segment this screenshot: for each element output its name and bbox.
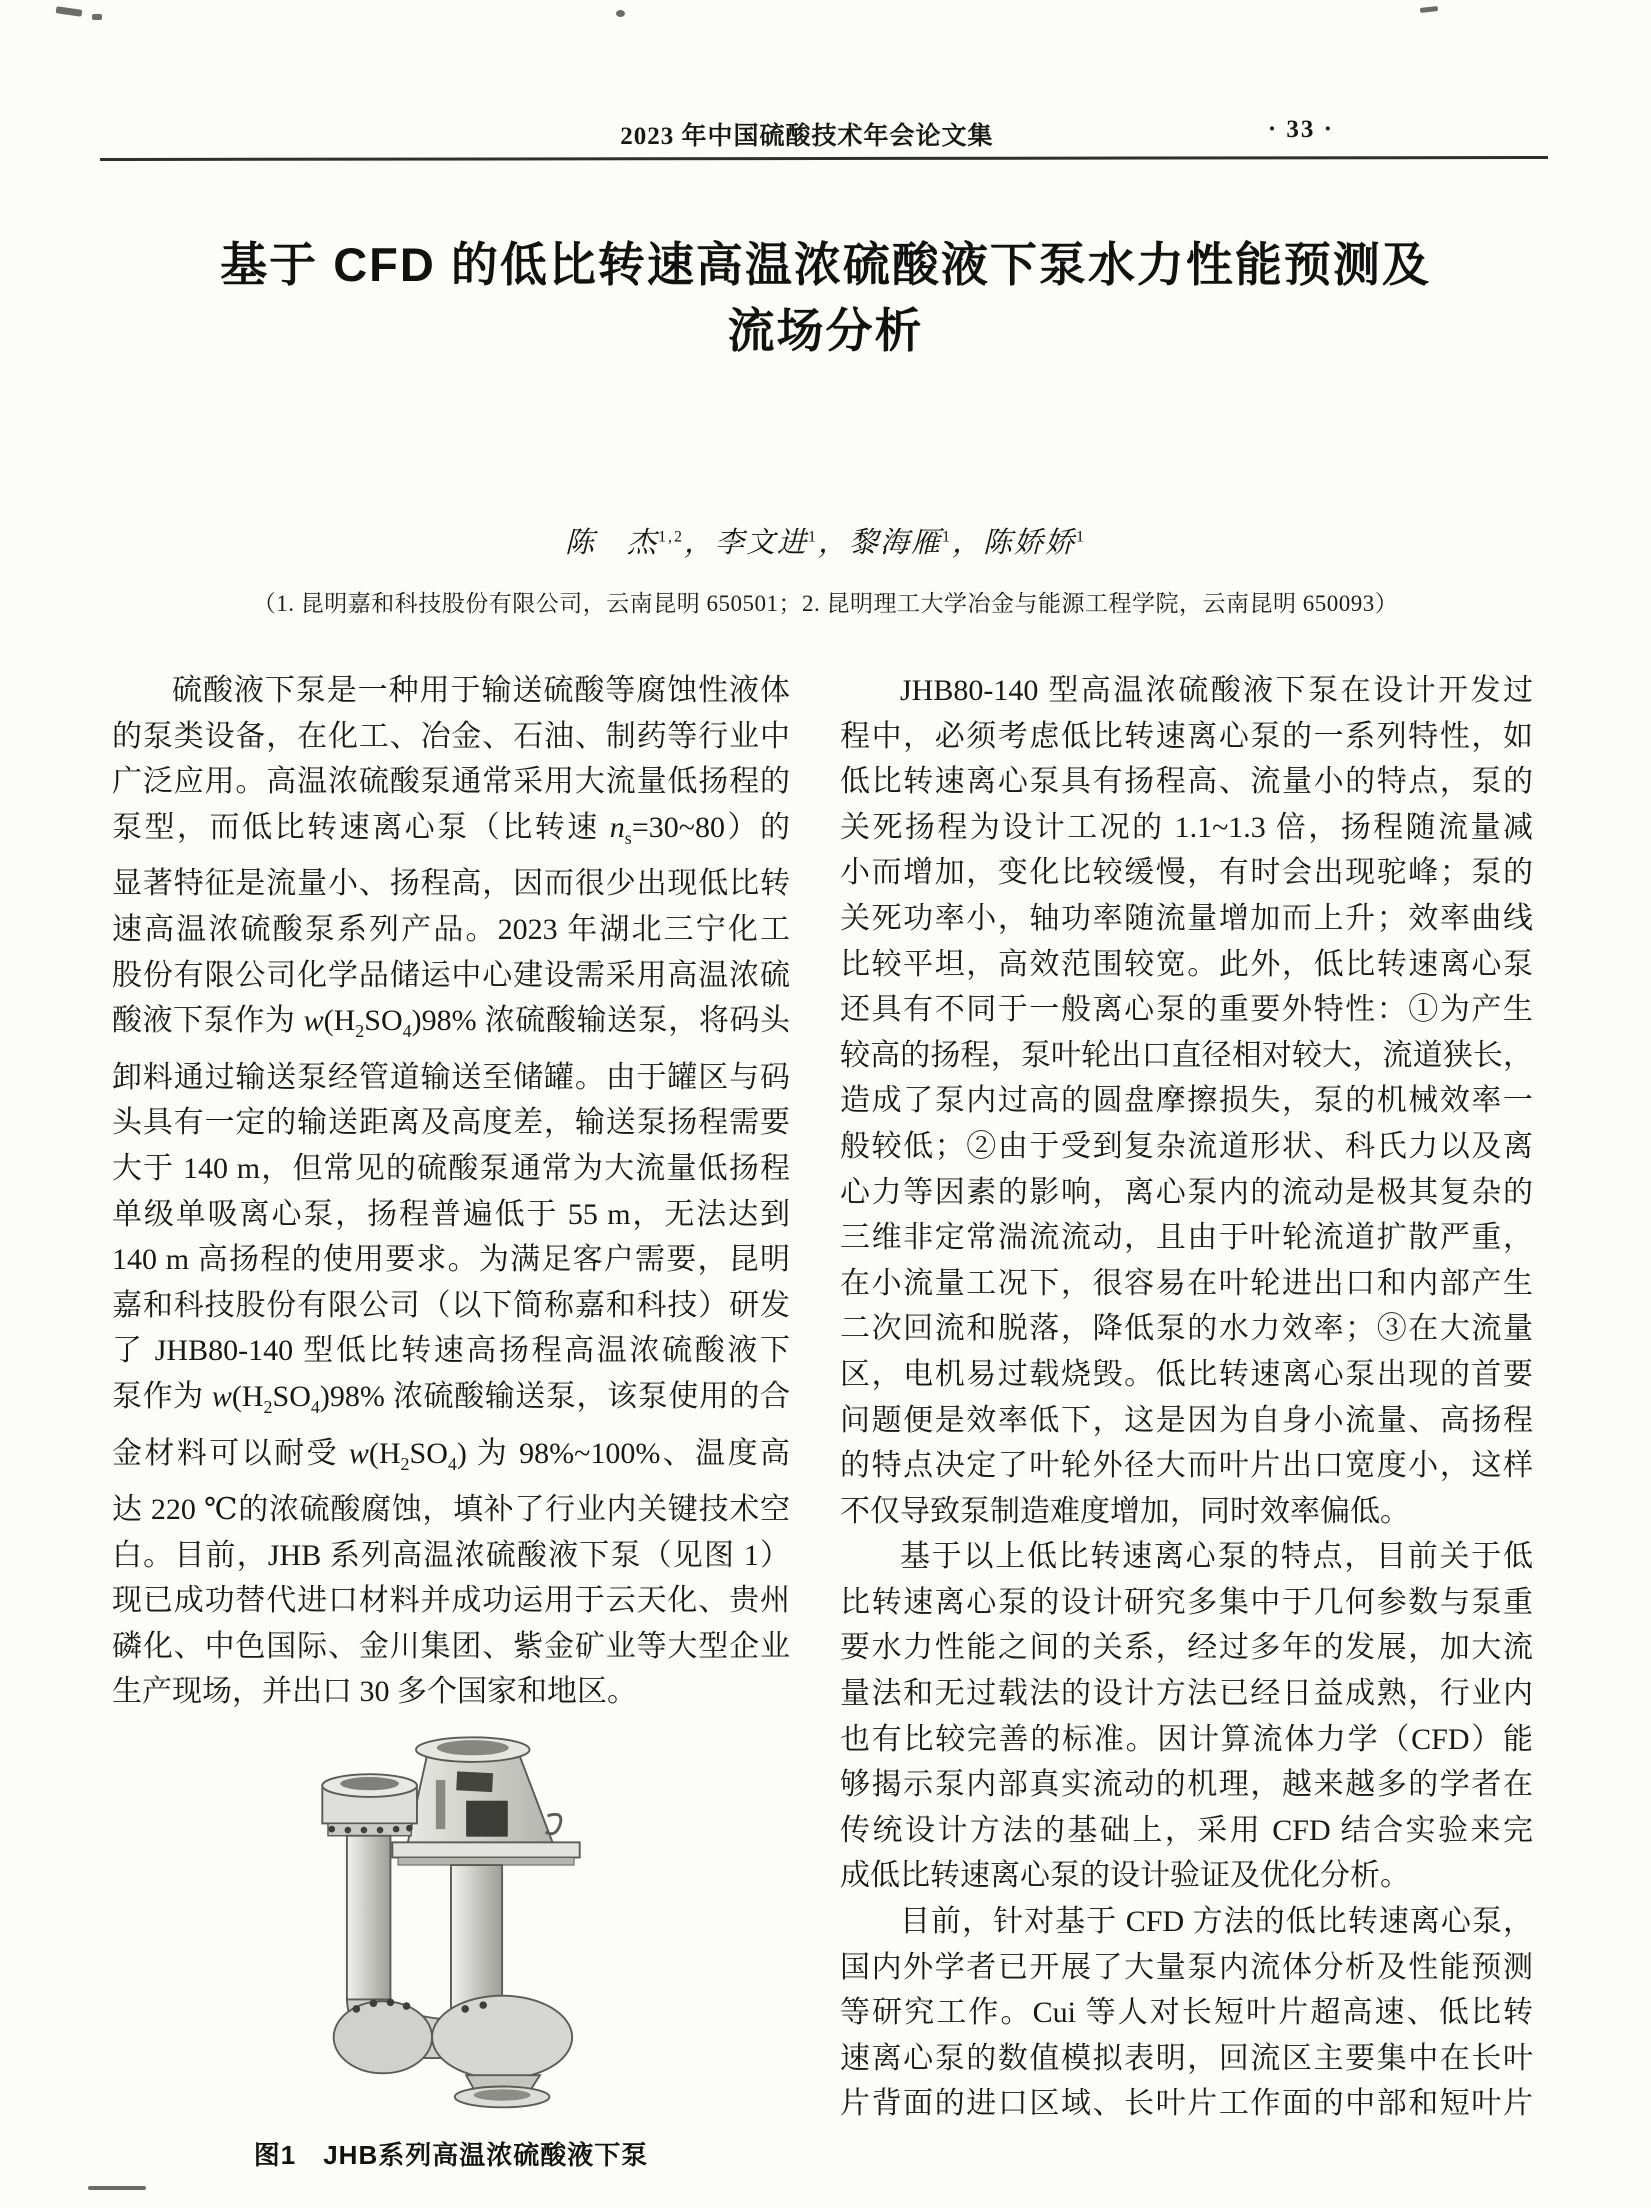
pump-photo-illustration (271, 1725, 631, 2113)
paper-title-line2: 流场分析 (727, 304, 924, 357)
text-line: 的特点决定了叶轮外径大而叶片出口宽度小，这样 (840, 1449, 1533, 1483)
text-line: 生产现场，并出口 30 多个国家和地区。 (112, 1675, 637, 1709)
text-line: 三维非定常湍流流动，且由于叶轮流道扩散严重， (840, 1221, 1533, 1255)
text-line: 显著特征是流量小、扬程高，因而很少出现低比转 (112, 867, 790, 901)
text-line: 问题便是效率低下，这是因为自身小流量、高扬程 (840, 1403, 1533, 1437)
text-line: 量法和无过载法的设计方法已经日益成熟，行业内 (840, 1677, 1533, 1711)
page-number: · 33 · (1267, 116, 1334, 143)
text-line: 般较低；②由于受到复杂流道形状、科氏力以及离 (840, 1129, 1533, 1163)
running-header (105, 116, 1546, 156)
scan-artifact (92, 14, 102, 20)
text-line: 低比转速离心泵具有扬程高、流量小的特点，泵的 (840, 765, 1533, 799)
scan-artifact (616, 10, 625, 17)
text-line: 白。目前，JHB 系列高温浓硫酸液下泵（见图 1） (112, 1538, 790, 1572)
text-line: 比较平坦，高效范围较宽。此外，低比转速离心泵 (840, 947, 1533, 981)
text-line: 小而增加，变化比较缓慢，有时会出现驼峰；泵的 (840, 856, 1533, 890)
text-line: 基于以上低比转速离心泵的特点，目前关于低 (900, 1540, 1533, 1574)
left-column-text (112, 668, 790, 1715)
body-columns (112, 668, 1533, 2178)
figure-1 (112, 1725, 790, 2178)
text-line: 卸料通过输送泵经管道输送至储罐。由于罐区与码 (112, 1060, 790, 1094)
scan-artifact (1420, 6, 1438, 13)
text-line: 等研究工作。Cui 等人对长短叶片超高速、低比转 (840, 1996, 1533, 2030)
affiliation-line: （1. 昆明嘉和科技股份有限公司，云南昆明 650501；2. 昆明理工大学冶金与能源工程学院，云南昆明 650093） (252, 591, 1399, 616)
text-line: 嘉和科技股份有限公司（以下简称嘉和科技）研发 (112, 1288, 790, 1322)
text-line: 泵作为 $w(H_2SO_4)98\%$ 浓硫酸输送泵，该泵使用的合 (112, 1379, 791, 1417)
text-line: 在小流量工况下，很容易在叶轮进出口和内部产生 (840, 1266, 1533, 1300)
text-line: 区，电机易过载烧毁。低比转速离心泵出现的首要 (840, 1357, 1533, 1391)
text-line: 国内外学者已开展了大量泵内流体分析及性能预测 (840, 1950, 1533, 1984)
text-line: JHB80-140 型高温浓硫酸液下泵在设计开发过 (900, 674, 1533, 707)
text-line: 现已成功替代进口材料并成功运用于云天化、贵州 (112, 1584, 790, 1618)
text-line: 广泛应用。高温浓硫酸泵通常采用大流量低扬程的 (112, 765, 790, 799)
text-line: 造成了泵内过高的圆盘摩擦损失，泵的机械效率一 (840, 1084, 1533, 1118)
text-line: 金材料可以耐受 $w(H_2SO_4)$ 为 98%~100%、温度高 (112, 1436, 791, 1474)
text-line: 了 JHB80-140 型低比转速高扬程高温浓硫酸液下 (112, 1334, 790, 1368)
text-line: 磷化、中色国际、金川集团、紫金矿业等大型企业 (112, 1629, 790, 1663)
text-line: 泵型，而低比转速离心泵（比转速 $n_s=30\sim 80$）的 (112, 810, 790, 848)
text-line: 片背面的进口区域、长叶片工作面的中部和短叶片 (840, 2087, 1533, 2121)
text-line: 心力等因素的影响，离心泵内的流动是极其复杂的 (840, 1175, 1533, 1209)
text-line: 比转速离心泵的设计研究多集中于几何参数与泵重 (840, 1585, 1533, 1619)
text-line: 速高温浓硫酸泵系列产品。2023 年湖北三宁化工 (112, 912, 790, 946)
text-line: 较高的扬程，泵叶轮出口直径相对较大，流道狭长， (840, 1038, 1533, 1072)
right-column-text (840, 668, 1533, 2127)
paper-title (0, 232, 1651, 364)
left-column (112, 668, 790, 2178)
text-line: 还具有不同于一般离心泵的重要外特性：①为产生 (840, 993, 1533, 1027)
text-line: 关死功率小，轴功率随流量增加而上升；效率曲线 (840, 901, 1533, 935)
text-line: 大于 140 m，但常见的硫酸泵通常为大流量低扬程 (112, 1151, 790, 1185)
text-line: 速离心泵的数值模拟表明，回流区主要集中在长叶 (840, 2041, 1533, 2075)
text-line: 也有比较完善的标准。因计算流体力学（CFD）能 (840, 1722, 1533, 1756)
text-line: 二次回流和脱落，降低泵的水力效率；③在大流量 (840, 1312, 1533, 1346)
scan-artifact (56, 6, 83, 17)
text-line: 目前，针对基于 CFD 方法的低比转速离心泵， (900, 1905, 1533, 1939)
text-line: 要水力性能之间的关系，经过多年的发展，加大流 (840, 1631, 1533, 1665)
right-column (840, 668, 1533, 2178)
text-line: 够揭示泵内部真实流动的机理，越来越多的学者在 (840, 1768, 1533, 1802)
journal-title: 2023 年中国硫酸技术年会论文集 (620, 123, 994, 150)
text-line: 酸液下泵作为 $w(H_2SO_4)98\%$ 浓硫酸输送泵，将码头 (112, 1004, 791, 1042)
text-line: 不仅导致泵制造难度增加，同时效率偏低。 (840, 1494, 1410, 1528)
paper-title-line1: 基于 CFD 的低比转速高温浓硫酸液下泵水力性能预测及 (220, 238, 1431, 291)
header-divider (100, 156, 1548, 161)
authors-line: 陈 杰$^{1,2}$，李文进$^1$，黎海雁$^1$，陈娇娇$^1$ (565, 527, 1086, 559)
text-line: 关死扬程为设计工况的 1.1~1.3 倍，扬程随流量减 (840, 810, 1533, 844)
text-line: 硫酸液下泵是一种用于输送硫酸等腐蚀性液体 (172, 674, 790, 707)
text-line: 头具有一定的输送距离及高度差，输送泵扬程需要 (112, 1106, 790, 1140)
text-line: 的泵类设备，在化工、冶金、石油、制药等行业中 (112, 719, 790, 753)
text-line: 140 m 高扬程的使用要求。为满足客户需要，昆明 (112, 1243, 790, 1277)
figure-1-caption: 图1 JHB系列高温浓硫酸液下泵 (253, 2139, 649, 2170)
text-line: 程中，必须考虑低比转速离心泵的一系列特性，如 (840, 719, 1533, 753)
text-line: 股份有限公司化学品储运中心建设需采用高温浓硫 (112, 958, 790, 992)
text-line: 单级单吸离心泵，扬程普遍低于 55 m，无法达到 (112, 1197, 790, 1231)
text-line: 传统设计方法的基础上，采用 CFD 结合实验来完 (840, 1813, 1533, 1847)
text-line: 达 220 ℃的浓硫酸腐蚀，填补了行业内关键技术空 (112, 1493, 790, 1527)
text-line: 成低比转速离心泵的设计验证及优化分析。 (840, 1859, 1410, 1893)
scan-artifact (88, 2186, 146, 2190)
